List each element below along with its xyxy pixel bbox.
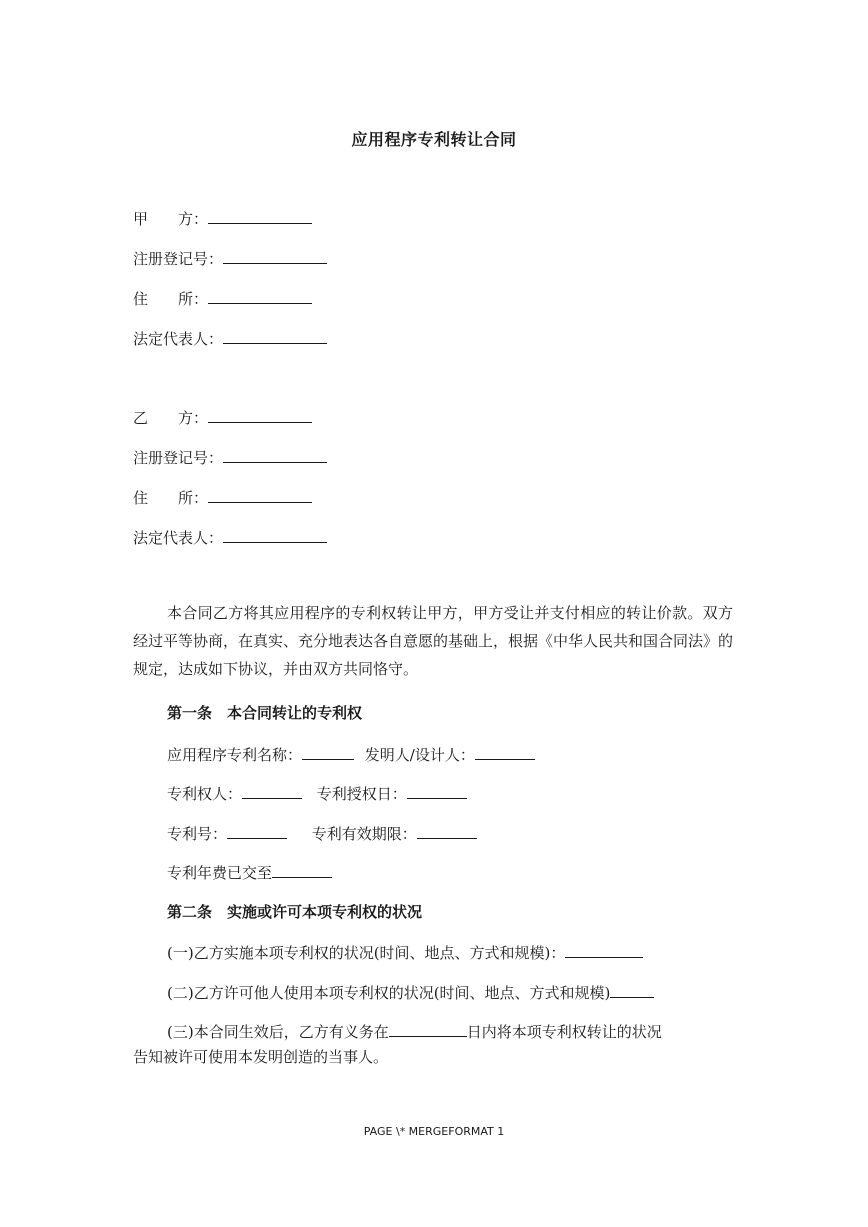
patent-no-label: 专利号： bbox=[167, 825, 228, 843]
party-a-name-label: 甲 方： bbox=[133, 210, 209, 228]
party-a-rep-label: 法定代表人： bbox=[133, 330, 224, 348]
patent-name-label: 应用程序专利名称： bbox=[167, 746, 303, 764]
party-a-address-label: 住 所： bbox=[133, 290, 209, 308]
party-a-rep-blank bbox=[223, 327, 327, 344]
party-b-reg-blank bbox=[223, 446, 327, 463]
party-b-name-field bbox=[133, 406, 312, 428]
page-footer: PAGE \* MERGEFORMAT 1 bbox=[363, 1125, 505, 1138]
article-1-line-3 bbox=[167, 822, 477, 844]
article-2-item-3-cont: 告知被许可使用本发明创造的当事人。 bbox=[133, 1048, 389, 1066]
patent-no-blank bbox=[227, 822, 287, 839]
item-3-blank bbox=[389, 1020, 467, 1037]
item-1-text: (一)乙方实施本项专利权的状况(时间、地点、方式和规模)： bbox=[167, 944, 566, 962]
party-a-name-field bbox=[133, 207, 312, 229]
inventor-label: 发明人/设计人： bbox=[364, 746, 475, 764]
holder-blank bbox=[242, 782, 302, 799]
grant-date-label: 专利授权日： bbox=[316, 785, 407, 803]
fee-label: 专利年费已交至 bbox=[167, 864, 273, 882]
party-a-name-blank bbox=[208, 207, 312, 224]
intro-paragraph: 本合同乙方将其应用程序的专利权转让甲方，甲方受让并支付相应的转让价款。双方经过平等协商，在真实、充分地表达各自意愿的基础上，根据《中华人民共和国合同法》的规定，达成如下协议，并由双方共同恪守。 bbox=[133, 604, 734, 678]
article-2-heading: 第二条 实施或许可本项专利权的状况 bbox=[167, 903, 423, 921]
party-b-reg-field bbox=[133, 446, 327, 468]
party-a-reg-field bbox=[133, 247, 327, 269]
party-b-reg-label: 注册登记号： bbox=[133, 449, 224, 467]
grant-date-blank bbox=[407, 782, 467, 799]
fee-blank bbox=[272, 861, 332, 878]
party-a-address-blank bbox=[208, 287, 312, 304]
party-b-rep-blank bbox=[223, 526, 327, 543]
party-b-name-blank bbox=[208, 406, 312, 423]
patent-name-blank bbox=[302, 743, 354, 760]
article-1-line-1 bbox=[167, 743, 535, 765]
party-b-name-label: 乙 方： bbox=[133, 409, 209, 427]
party-a-address-field bbox=[133, 287, 312, 309]
party-b-address-field bbox=[133, 486, 312, 508]
article-1-line-2 bbox=[167, 782, 467, 804]
party-b-address-label: 住 所： bbox=[133, 489, 209, 507]
article-2-item-2 bbox=[167, 981, 654, 1003]
party-b-address-blank bbox=[208, 486, 312, 503]
document-title: 应用程序专利转让合同 bbox=[351, 130, 517, 149]
item-3-text-a: (三)本合同生效后，乙方有义务在 bbox=[167, 1023, 389, 1041]
item-3-text-b: 日内将本项专利权转让的状况 bbox=[466, 1023, 662, 1041]
article-2-item-3 bbox=[167, 1020, 662, 1042]
item-2-text: (二)乙方许可他人使用本项专利权的状况(时间、地点、方式和规模) bbox=[167, 984, 611, 1002]
party-a-reg-blank bbox=[223, 247, 327, 264]
validity-blank bbox=[417, 822, 477, 839]
party-a-reg-label: 注册登记号： bbox=[133, 250, 224, 268]
inventor-blank bbox=[475, 743, 535, 760]
holder-label: 专利权人： bbox=[167, 785, 243, 803]
item-1-blank bbox=[565, 941, 643, 958]
article-1-heading: 第一条 本合同转让的专利权 bbox=[167, 704, 363, 722]
article-2-item-1 bbox=[167, 941, 643, 963]
party-b-rep-label: 法定代表人： bbox=[133, 529, 224, 547]
party-a-rep-field bbox=[133, 327, 327, 349]
item-2-blank bbox=[610, 981, 654, 998]
validity-label: 专利有效期限： bbox=[311, 825, 417, 843]
article-1-line-4 bbox=[167, 861, 332, 883]
party-b-rep-field bbox=[133, 526, 327, 548]
